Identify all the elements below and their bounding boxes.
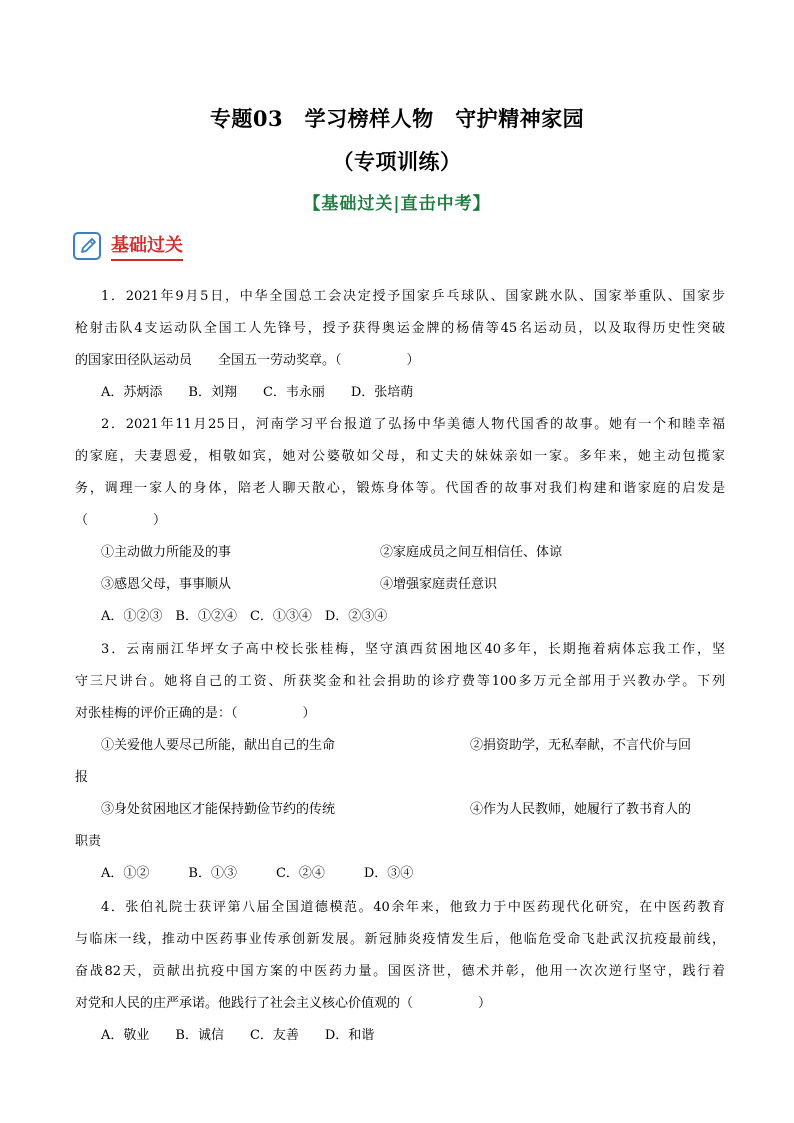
page-subtitle-training: （专项训练） xyxy=(332,149,462,174)
section-label: 基础过关 xyxy=(111,231,183,261)
question-text-line: 1．2021年9月5日，中华全国总工会决定授予国家乒乓球队、国家跳水队、国家举重队、国家步 xyxy=(101,289,725,304)
question-text-line: 3．云南丽江华坪女子高中校长张桂梅，坚守滇西贫困地区40多年，长期拖着病体忘我工作，坚 xyxy=(101,642,725,657)
question-text-line: 对张桂梅的评价正确的是：（ ） xyxy=(75,706,316,721)
question-text-line: （ ） xyxy=(75,513,167,528)
answer-options: A．①② B．①③ C．②④ D．③④ xyxy=(101,866,414,881)
page-title: 专题03 学习榜样人物 守护精神家园 xyxy=(209,106,585,131)
statement-option: ④作为人民教师，她履行了教书育人的 xyxy=(470,802,692,817)
statement-option: ①主动做力所能及的事 xyxy=(101,545,232,560)
answer-options: A．敬业 B．诚信 C．友善 D．和谐 xyxy=(101,1028,375,1043)
question-text-line: 守三尺讲台。她将自己的工资、所获奖金和社会捐助的诊疗费等100多万元全部用于兴教办学。下列 xyxy=(75,674,725,689)
question-text-line: 的国家田径队运动员 全国五一劳动奖章。（ ） xyxy=(75,353,420,368)
answer-options: A．苏炳添 B．刘翔 C．韦永丽 D．张培萌 xyxy=(101,385,414,400)
statement-option: ④增强家庭责任意识 xyxy=(380,577,498,592)
question-text-line: 奋战82天，贡献出抗疫中国方案的中医药力量。国医济世，德术并彰，他用一次次逆行坚守，践行着 xyxy=(75,964,725,979)
statement-option: ②家庭成员之间互相信任、体谅 xyxy=(380,545,563,560)
question-text-line: 与临床一线，推动中医药事业传承创新发展。新冠肺炎疫情发生后，他临危受命飞赴武汉抗疫最前线， xyxy=(75,932,725,947)
statement-option-cont: 报 xyxy=(75,770,89,785)
question-text-line: 的家庭，夫妻恩爱，相敬如宾，她对公婆敬如父母，和丈夫的妹妹亲如一家。多年来，她主动包揽家 xyxy=(75,449,725,464)
question-text-line: 务，调理一家人的身体，陪老人聊天散心，锻炼身体等。代国香的故事对我们构建和谐家庭的启发是 xyxy=(75,481,725,496)
section-header xyxy=(73,227,183,265)
answer-options: A．①②③ B．①②④ C．①③④ D．②③④ xyxy=(101,609,388,624)
statement-option: ②捐资助学，无私奉献，不言代价与回 xyxy=(470,738,692,753)
question-text-line: 对党和人民的庄严承诺。他践行了社会主义核心价值观的（ ） xyxy=(75,996,492,1011)
question-text-line: 枪射击队4支运动队全国工人先锋号，授予获得奥运金牌的杨倩等45名运动员，以及取得历史性突破 xyxy=(75,321,725,336)
statement-option: ③感恩父母，事事顺从 xyxy=(101,577,232,592)
statement-option-cont: 职责 xyxy=(75,834,102,849)
statement-option: ①关爱他人要尽己所能，献出自己的生命 xyxy=(101,738,336,753)
statement-option: ③身处贫困地区才能保持勤俭节约的传统 xyxy=(101,802,336,817)
pencil-icon xyxy=(73,232,101,260)
question-text-line: 2．2021年11月25日，河南学习平台报道了弘扬中华美德人物代国香的故事。她有一个和睦幸福 xyxy=(101,417,725,432)
question-text-line: 4．张伯礼院士获评第八届全国道德模范。40余年来，他致力于中医药现代化研究，在中医药教育 xyxy=(101,900,725,915)
level-tag: 【基础过关|直击中考】 xyxy=(303,194,491,214)
